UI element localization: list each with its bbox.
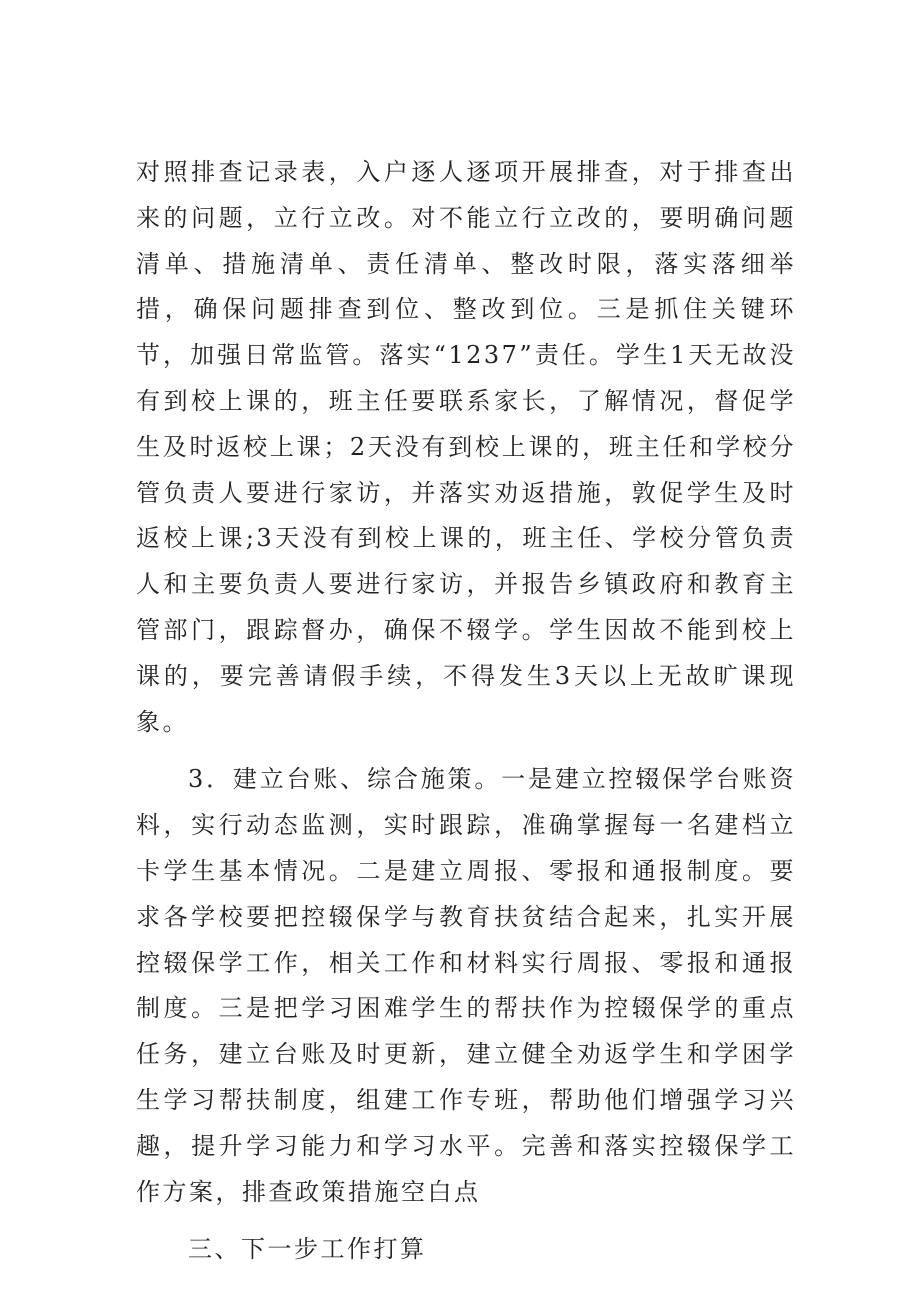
paragraph-continued-measures: 对照排查记录表，入户逐人逐项开展排查，对于排查出来的问题，立行立改。对不能立行立改的，要明确问题清单、措施清单、责任清单、整改时限，落实落细举措，确保问题排查到位、整改到位。三是抓住关键环节，加强日常监管。落实“1237”责任。学生1天无故没有到校上课的，班主任要联系家长，了解情况，督促学生及时返校上课；2天没有到校上课的，班主任和学校分管负责人要进行家访，并落实劝返措施，敦促学生及时返校上课;3天没有到校上课的，班主任、学校分管负责人和主要负责人要进行家访，并报告乡镇政府和教育主管部门，跟踪督办，确保不辍学。学生因故不能到校上课的，要完善请假手续，不得发生3天以上无故旷课现象。 — [136, 158, 796, 736]
document-body — [136, 150, 796, 1273]
paragraph-ledger-measures: 3．建立台账、综合施策。一是建立控辍保学台账资料，实行动态监测，实时跟踪，准确掌握每一名建档立卡学生基本情况。二是建立周报、零报和通报制度。要求各学校要把控辍保学与教育扶贫结合起来，扎实开展控辍保学工作，相关工作和材料实行周报、零报和通报制度。三是把学习困难学生的帮扶作为控辍保学的重点任务，建立台账及时更新，建立健全劝返学生和学困学生学习帮扶制度，组建工作专班，帮助他们增强学习兴趣，提升学习能力和学习水平。完善和落实控辍保学工作方案，排查政策措施空白点 — [136, 765, 796, 1206]
section-heading-next-steps: 三、下一步工作打算 — [188, 1235, 427, 1264]
